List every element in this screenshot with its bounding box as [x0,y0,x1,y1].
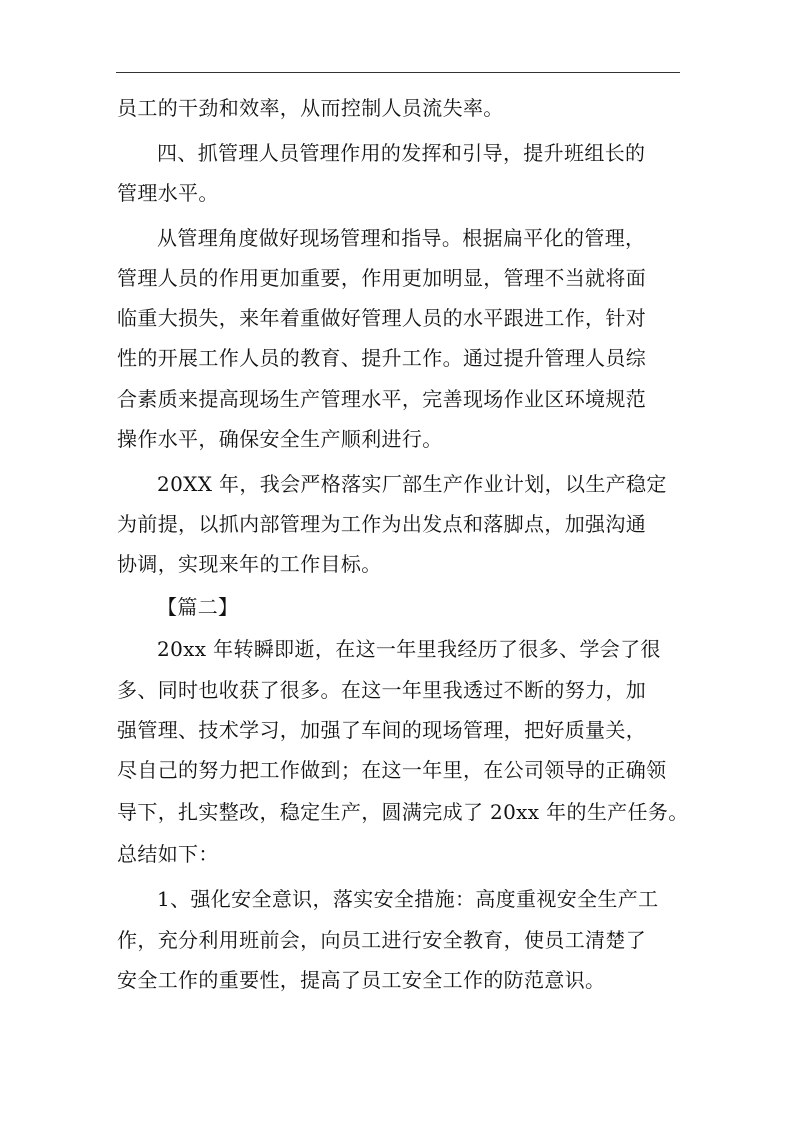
text-line: 多、同时也收获了很多。在这一年里我透过不断的努力，加 [117,678,647,702]
text-line: 20XX 年，我会严格落实厂部生产作业计划，以生产稳定 [157,472,667,496]
text-line: 尽自己的努力把工作做到；在这一年里，在公司领导的正确领 [117,758,667,782]
text-line: 管理人员的作用更加重要，作用更加明显，管理不当就将面 [117,266,647,290]
text-line: 强管理、技术学习，加强了车间的现场管理，把好质量关， [117,718,647,742]
text-line: 安全工作的重要性，提高了员工安全工作的防范意识。 [117,968,606,992]
text-line: 作，充分利用班前会，向员工进行安全教育，使员工清楚了 [117,928,647,952]
part-heading: 【篇二】 [157,595,239,619]
section-heading: 四、抓管理人员管理作用的发挥和引导，提升班组长的 [157,141,646,165]
text-line: 为前提，以抓内部管理为工作为出发点和落脚点，加强沟通 [117,512,647,536]
text-line: 操作水平，确保安全生产顺利进行。 [117,427,443,451]
text-line: 员工的干劲和效率，从而控制人员流失率。 [117,96,504,120]
text-line: 合素质来提高现场生产管理水平，完善现场作业区环境规范 [117,387,647,411]
text-line: 导下，扎实整改，稳定生产，圆满完成了 20xx 年的生产任务。 [117,800,689,824]
text-line: 协调，实现来年的工作目标。 [117,552,382,576]
text-line: 性的开展工作人员的教育、提升工作。通过提升管理人员综 [117,346,647,370]
text-line: 1、强化安全意识，落实安全措施：高度重视安全生产工 [157,887,659,911]
text-line: 总结如下： [117,842,219,866]
text-line: 从管理角度做好现场管理和指导。根据扁平化的管理， [157,226,646,250]
header-rule [116,72,680,73]
text-line: 20xx 年转瞬即逝，在这一年里我经历了很多、学会了很 [157,637,661,661]
text-line: 临重大损失，来年着重做好管理人员的水平跟进工作，针对 [117,306,647,330]
text-line: 管理水平。 [117,181,219,205]
